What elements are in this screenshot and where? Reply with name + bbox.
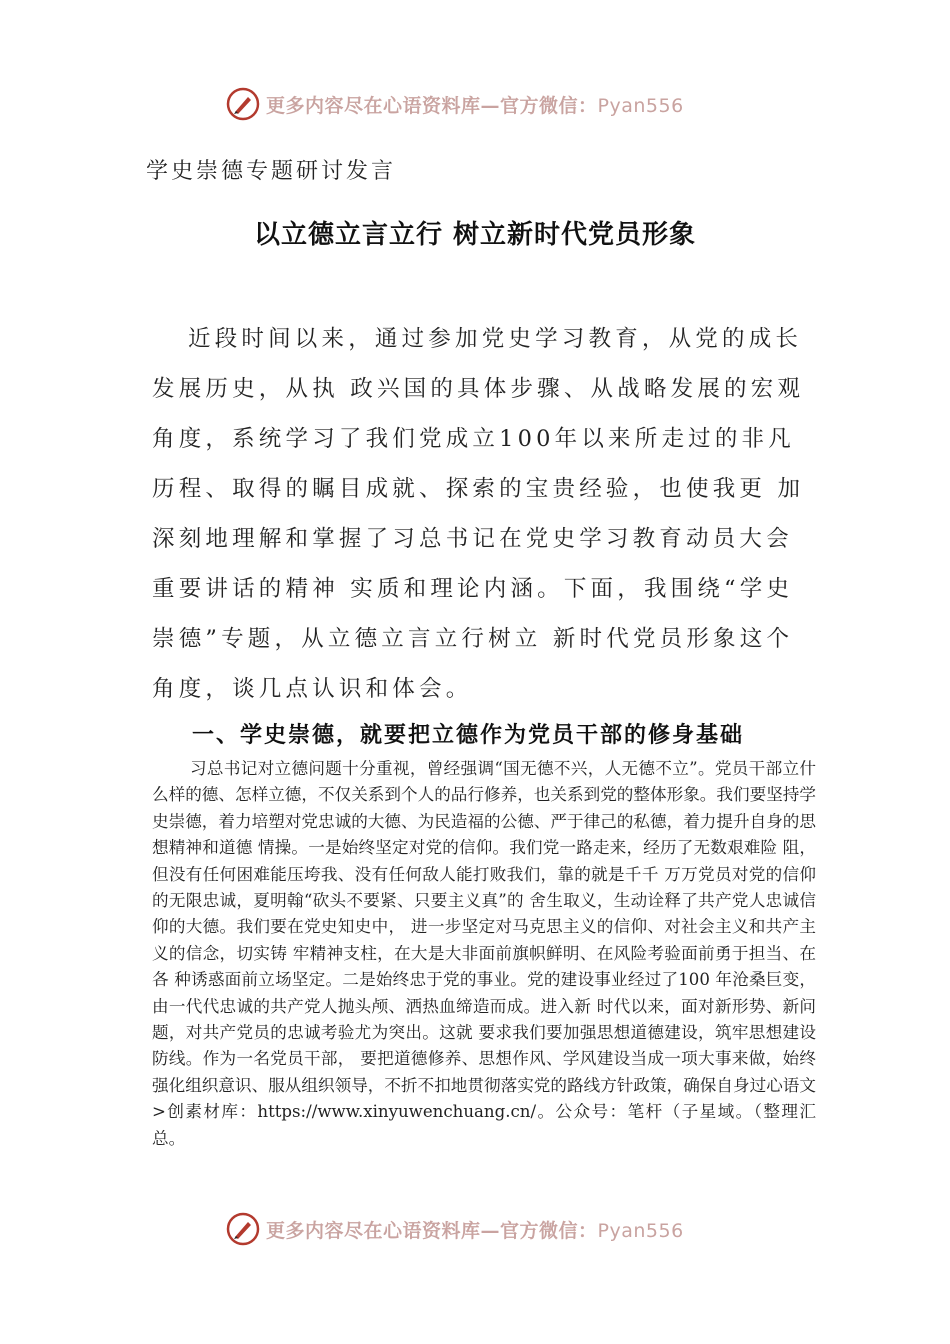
lead-paragraph-block	[152, 314, 812, 714]
pen-logo-icon	[226, 87, 260, 121]
banner-caption: 更多内容尽在心语资料库—官方微信：	[266, 94, 598, 117]
header-watermark-banner	[226, 84, 746, 124]
footer-watermark-banner	[226, 1209, 746, 1249]
document-title: 以立德立言立行 树立新时代党员形象	[253, 220, 697, 250]
banner-text	[266, 1216, 684, 1243]
banner-wechat-id: Pyan556	[597, 1219, 684, 1242]
pen-logo-icon	[226, 1212, 260, 1246]
section-body: 习总书记对立德问题十分重视，曾经强调“国无德不兴，人无德不立”。党员干部立什么样的德、怎样立德，不仅关系到个人的品行修养，也关系到党的整体形象。我们要坚持学史崇德，着力培塑对党忠诚的大德、为民造福的公德、严于律己的私德，着力提升自身的思想精神和道德 情操。一是始终坚定对党的信仰。我们党一路走来，经历了无数艰难险 阻，但没有任何困难能压垮我、没有任何敌人能打败我们，靠的就是千千 万万党员对党的信仰的无限忠诚，夏明翰“砍头不要紧、只要主义真”的 舍生取义，生动诠释了共产党人忠诚信仰的大德。我们要在党史知史中， 进一步坚定对马克思主义的信仰、对社会主义和共产主义的信念，切实铸 牢精神支柱，在大是大非面前旗帜鲜明、在风险考验面前勇于担当、在各 种诱惑面前立场坚定。二是始终忠于党的事业。党的建设事业经过了100 年沧桑巨变，由一代代忠诚的共产党人抛头颅、洒热血缔造而成。进入新 时代以来，面对新形势、新问题，对共产党员的忠诚考验尤为突出。这就 要求我们要加强思想道德建设，筑牢思想建设防线。作为一名党员干部， 要把道德修养、思想作风、学风建设当成一项大事来做，始终强化组织意识、服从组织领导，不折不扣地贯彻落实党的路线方针政策，确保自身过心语文>创素材库：https://www.xinyuwenchuang.cn/。公众号：笔杆（子星域。（整理汇总。	[152, 759, 816, 1148]
lead-paragraph: 近段时间以来，通过参加党史学习教育，从党的成长发展历史，从执 政兴国的具体步骤、从战略发展的宏观角度，系统学习了我们党成立100年以来所走过的非凡历程、取得的瞩目成就、探索的宝贵经验，也使我更 加深刻地理解和掌握了习总书记在党史学习教育动员大会重要讲话的精神 实质和理论内涵。下面，我围绕“学史崇德”专题，从立德立言立行树立 新时代党员形象这个角度，谈几点认识和体会。	[152, 326, 805, 702]
banner-text	[266, 91, 684, 118]
section-heading: 一、学史崇德，就要把立德作为党员干部的修身基础	[192, 722, 745, 748]
document-subject: 学史崇德专题研讨发言	[146, 159, 397, 184]
banner-wechat-id: Pyan556	[597, 94, 684, 117]
section-body-block	[152, 756, 816, 1152]
banner-caption: 更多内容尽在心语资料库—官方微信：	[266, 1219, 598, 1242]
